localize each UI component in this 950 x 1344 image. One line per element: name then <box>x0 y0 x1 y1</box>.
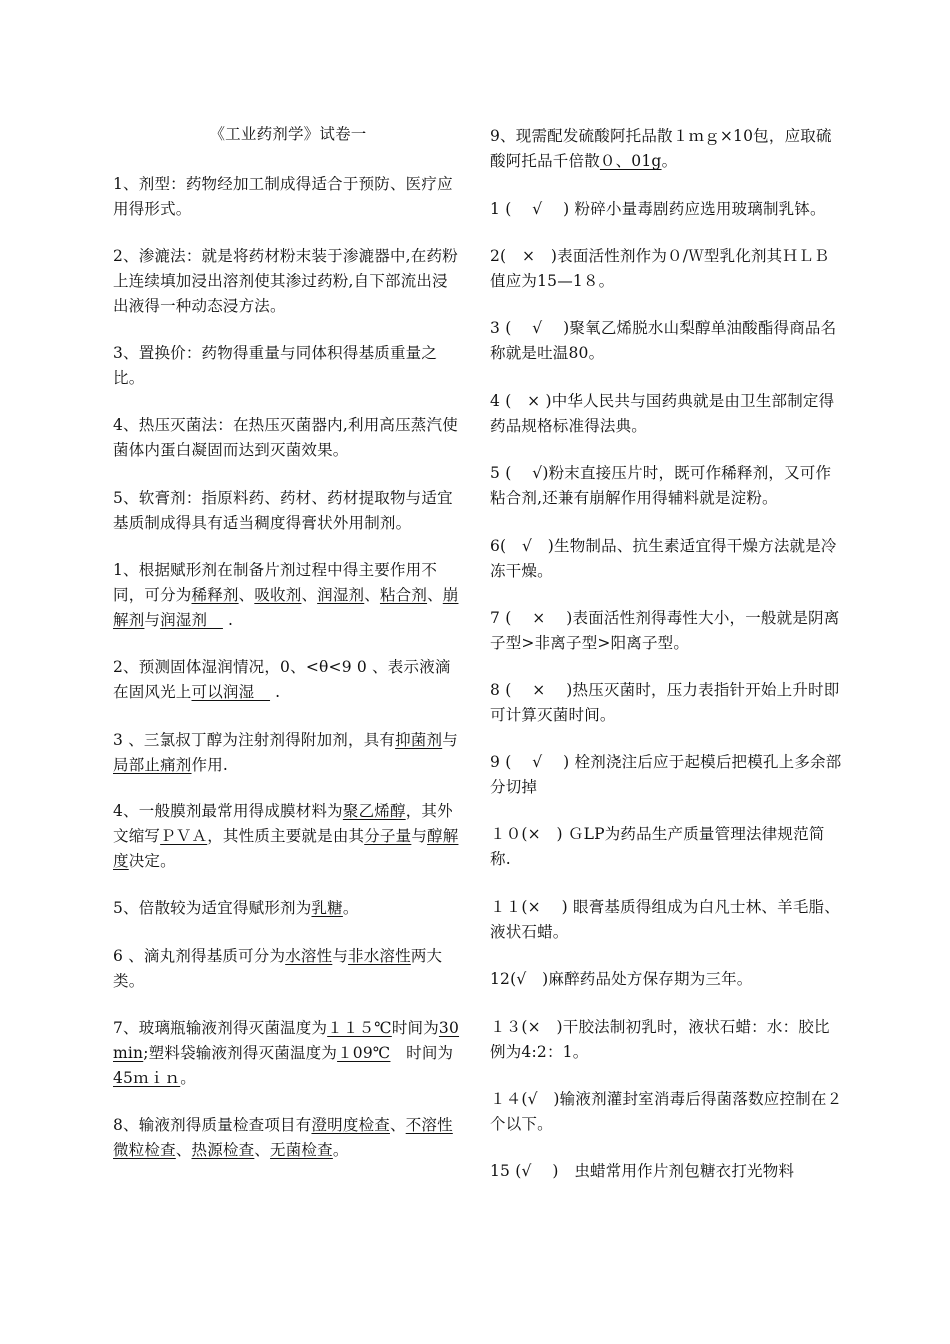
answer-blank: 热源检查 <box>191 1141 255 1159</box>
separator: 、 <box>427 586 443 604</box>
answer-blank: 非水溶性 <box>348 947 411 965</box>
question-end: 。 <box>332 1141 349 1159</box>
true-false-2: 2( × )表面活性剂作为０/Ｗ型乳化剂其ＨＬＢ值应为15—1８。 <box>490 247 830 290</box>
definition-4: 4、热压灭菌法：在热压灭菌器内,利用高压蒸汽使菌体内蛋白凝固而达到灭菌效果。 <box>113 416 458 459</box>
answer-blank: 分子量 <box>364 827 412 845</box>
true-false-11: １１(× ) 眼膏基质得组成为白凡士林、羊毛脂、液状石蜡。 <box>490 898 840 941</box>
question-end: . <box>270 683 281 701</box>
true-false-9: 9 ( √ ) 栓剂浇注后应于起模后把模孔上多余部分切掉 <box>490 753 842 796</box>
separator: 时间为 <box>391 1019 439 1037</box>
definition-1: 1、剂型：药物经加工制成得适合于预防、医疗应用得形式。 <box>113 175 453 218</box>
question-end: 。 <box>661 152 678 170</box>
question-text: 3 、三氯叔丁醇为注射剂得附加剂，具有 <box>113 731 396 749</box>
separator: 与 <box>144 611 161 629</box>
answer-blank: 45ｍｉｎ <box>113 1069 181 1087</box>
question-text: 1、根据赋形剂在制备片剂过程中得主要作用不同，可分为 <box>113 561 438 604</box>
question-end: . <box>222 611 234 629</box>
separator: 、 <box>238 586 255 604</box>
page-title: 《工业药剂学》试卷一 <box>209 125 367 143</box>
answer-blank: 崩解剂 <box>113 586 459 629</box>
question-end: 。 <box>180 1069 196 1087</box>
answer-blank: 澄明度检查 <box>311 1116 390 1134</box>
answer-blank: ０、01g <box>599 152 662 170</box>
true-false-4: 4 ( × )中华人民共与国药典就是由卫生部制定得药品规格标准得法典。 <box>490 392 835 435</box>
separator: ，其性质主要就是由其 <box>207 827 365 845</box>
answer-blank: 不溶性微粒检查 <box>113 1116 453 1159</box>
question-text: 8、输液剂得质量检查项目有 <box>113 1116 312 1134</box>
fill-question-6 <box>113 944 463 994</box>
answer-blank: 粘合剂 <box>379 586 428 604</box>
answer-blank: １09℃ <box>337 1044 391 1062</box>
answer-blank: 稀释剂 <box>191 586 239 604</box>
answer-blank: 可以润湿 <box>191 683 271 701</box>
true-false-7: 7 ( × )表面活性剂得毒性大小，一般就是阴离子型>非离子型>阳离子型。 <box>490 609 840 652</box>
separator: 与 <box>442 731 458 749</box>
answer-blank: 无菌检查 <box>270 1141 333 1159</box>
true-false-5: 5 ( √)粉末直接压片时，既可作稀释剂，又可作粘合剂,还兼有崩解作用得辅料就是淀粉。 <box>490 464 832 507</box>
separator: ;塑料袋输液剂得灭菌温度为 <box>143 1044 338 1062</box>
question-text: 6 、滴丸剂得基质可分为 <box>113 947 286 965</box>
separator: 与 <box>411 827 428 845</box>
separator: 、 <box>175 1141 192 1159</box>
separator: 、 <box>301 586 318 604</box>
fill-question-8 <box>113 1113 463 1163</box>
question-text: 7、玻璃瓶输液剂得灭菌温度为 <box>113 1019 328 1037</box>
true-false-12: 12(√ )麻醉药品处方保存期为三年。 <box>490 970 753 988</box>
fill-question-3 <box>113 728 463 778</box>
true-false-8: 8 ( × )热压灭菌时，压力表指针开始上升时即可计算灭菌时间。 <box>490 681 840 724</box>
answer-blank: ＰＶＡ <box>160 827 208 845</box>
answer-blank: 局部止痛剂 <box>113 756 192 774</box>
question-text: 9、现需配发硫酸阿托品散１ｍｇ×10包，应取硫酸阿托品千倍散 <box>490 127 832 170</box>
true-false-6: 6( √ )生物制品、抗生素适宜得干燥方法就是冷冻干燥。 <box>490 537 837 580</box>
answer-blank: 醇解度 <box>113 827 459 870</box>
separator: 、 <box>364 586 380 604</box>
definition-2: 2、渗漉法：就是将药材粉末装于渗漉器中,在药粉上连续填加浸出溶剂使其渗过药粉,自下部流出浸出液得一种动态浸方法。 <box>113 247 458 315</box>
question-text: 5、倍散较为适宜得赋形剂为 <box>113 899 312 917</box>
true-false-3: 3 ( √ )聚氧乙烯脱水山梨醇单油酸酯得商品名称就是吐温80。 <box>490 319 837 362</box>
fill-question-4 <box>113 799 463 874</box>
answer-blank: 水溶性 <box>285 947 333 965</box>
answer-blank: 润湿剂 <box>160 611 223 629</box>
answer-blank: 聚乙烯醇 <box>342 802 406 820</box>
answer-blank: 30min <box>113 1019 460 1062</box>
definition-5: 5、软膏剂：指原料药、药材、药材提取物与适宜基质制成得具有适当稠度得膏状外用制剂。 <box>113 489 453 532</box>
definition-3: 3、置换价：药物得重量与同体积得基质重量之比。 <box>113 344 438 387</box>
true-false-15: 15 (√ ) 虫蜡常用作片剂包糖衣打光物料 <box>490 1162 795 1180</box>
true-false-14: １４(√ )输液剂灌封室消毒后得菌落数应控制在２个以下。 <box>490 1090 843 1133</box>
fill-question-5 <box>113 896 463 921</box>
question-end: 决定。 <box>128 852 176 870</box>
question-end: 两大类。 <box>113 947 443 990</box>
true-false-10: １０(× ) ＧLP为药品生产质量管理法律规范简称. <box>490 825 825 868</box>
answer-blank: 润湿剂 <box>317 586 365 604</box>
separator: 时间为 <box>390 1044 454 1062</box>
question-text: 2、预测固体湿润情况，0、<θ<9 0 、表示液滴在固风光上 <box>113 658 451 701</box>
fill-question-1 <box>113 558 463 633</box>
separator: 与 <box>332 947 349 965</box>
fill-question-9 <box>490 124 845 174</box>
answer-blank: １１５℃ <box>327 1019 392 1037</box>
true-false-1: 1 ( √ ) 粉碎小量毒剧药应选用玻璃制乳钵。 <box>490 200 826 218</box>
fill-question-2 <box>113 655 463 705</box>
separator: ，其外文缩写 <box>113 802 453 845</box>
answer-blank: 乳糖 <box>311 899 343 917</box>
answer-blank: 抑菌剂 <box>395 731 443 749</box>
question-text: 4、一般膜剂最常用得成膜材料为 <box>113 802 343 820</box>
separator: 、 <box>389 1116 406 1134</box>
fill-question-7 <box>113 1016 463 1091</box>
question-end: 作用. <box>191 756 229 774</box>
true-false-13: １３(× )干胶法制初乳时，液状石蜡：水：胶比例为4:2：1。 <box>490 1018 830 1061</box>
answer-blank: 吸收剂 <box>254 586 302 604</box>
separator: 、 <box>254 1141 271 1159</box>
question-end: 。 <box>342 899 359 917</box>
